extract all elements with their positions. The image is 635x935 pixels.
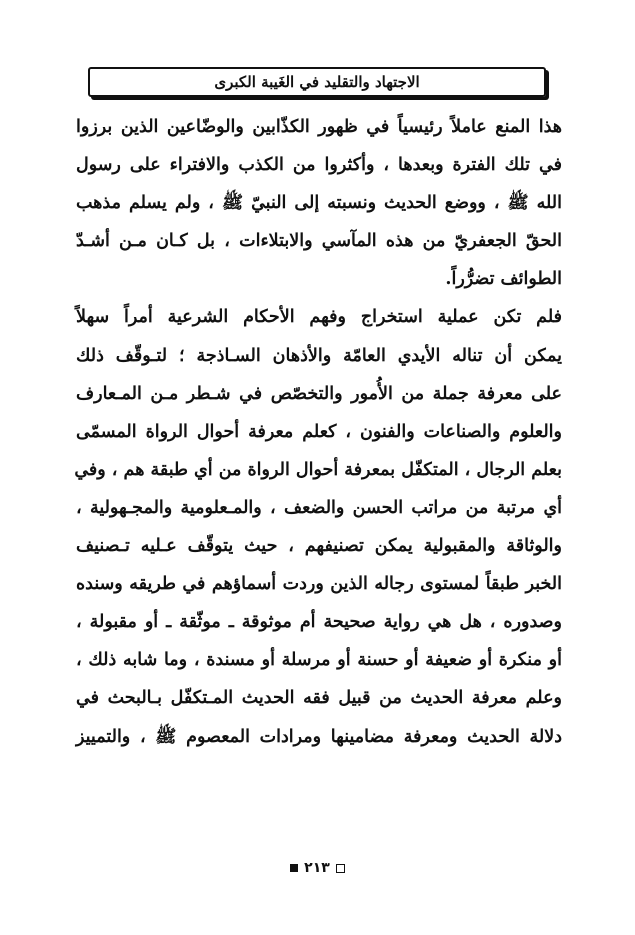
text-line: على معرفة جملة من الأُمور والتخصّص في شـطر مـن المـعارف <box>76 383 562 404</box>
body-text <box>76 108 562 756</box>
text-line: الطوائف تضرُّراً. <box>445 269 562 290</box>
text-line: بعلم الرجال ، المتكفّل بمعرفة أحوال الرواة من أي طبقة هم ، وفي <box>74 459 562 480</box>
text-line: أو منكرة أو ضعيفة أو حسنة أو مرسلة أو مسندة ، وما شابه ذلك ، <box>76 650 562 671</box>
running-header-title: الاجتهاد والتقليد في الغَيبة الكبرى <box>214 72 420 91</box>
page-footer <box>0 858 635 878</box>
running-header <box>88 67 546 97</box>
text-line: وعلم معرفة الحديث من قبيل فقه الحديث المـتكفّل بـالبحث في <box>76 688 562 709</box>
hollow-square-icon <box>336 864 345 873</box>
text-line: أي مرتبة من مراتب الحسن والضعف ، والمـعلومية والمجـهولية ، <box>76 497 562 518</box>
text-line: الله ﷺ ، ووضع الحديث ونسبته إلى النبيّ ﷺ ، ولم يسلم مذهب <box>76 193 562 214</box>
text-line: هذا المنع عاملاً رئيسياً في ظهور الكذّابين والوضّاعين الذين برزوا <box>76 117 562 137</box>
text-line: وصدوره ، هل هي رواية صحيحة أم موثوقة ـ موثّقة ـ أو مقبولة ، <box>76 612 562 633</box>
text-line: والعلوم والصناعات والفنون ، كعلم معرفة أحوال الرواة المسمّى <box>76 421 562 442</box>
text-line: الحقّ الجعفريّ من هذه المآسي والابتلاءات ، بل كـان مـن أشـدّ <box>76 231 562 252</box>
text-line: والوثاقة والمقبولية يمكن تصنيفهم ، حيث يتوقّف عـليه تـصنيف <box>76 536 562 557</box>
text-line: دلالة الحديث ومعرفة مضامينها ومرادات المعصوم ﷺ ، والتمييز <box>76 726 562 747</box>
text-line: في تلك الفترة وبعدها ، وأكثروا من الكذب والافتراء على رسول <box>76 155 562 176</box>
text-line: الخبر طبقاً لمستوى رجاله الذين وردت أسماؤهم في طريقه وسنده <box>76 574 562 595</box>
page-number: ٢١٣ <box>304 860 330 876</box>
text-line: يمكن أن تناله الأيدي العامّة والأذهان السـاذجة ؛ لتـوقّف ذلك <box>76 345 562 366</box>
filled-square-icon <box>290 864 298 872</box>
text-line: فلم تكن عملية استخراج وفهم الأحكام الشرعية أمراً سهلاً <box>76 307 562 328</box>
